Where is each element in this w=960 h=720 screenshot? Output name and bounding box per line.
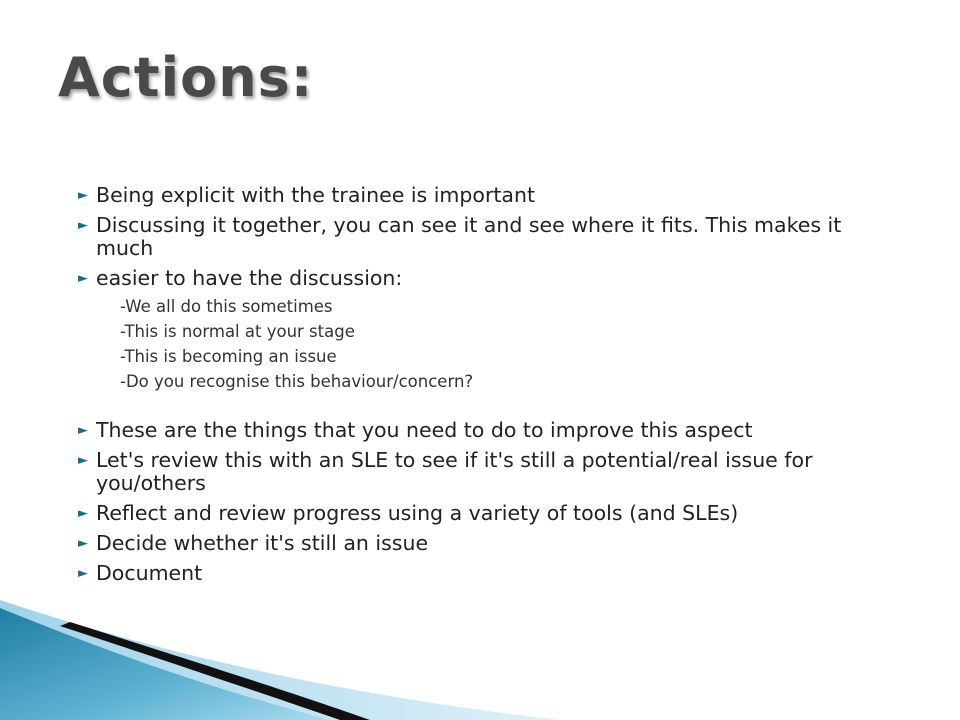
- bullet-item: [78, 214, 898, 260]
- arrow-bullet-icon: ►: [78, 506, 88, 521]
- bullet-item: [78, 267, 898, 290]
- bullet-text: Let's review this with an SLE to see if it's still a potential/real issue for you/others: [96, 448, 813, 495]
- bullet-list: [78, 184, 898, 592]
- bullet-item: [78, 562, 898, 585]
- arrow-bullet-icon: ►: [78, 566, 88, 581]
- spacer: [78, 397, 898, 419]
- arrow-bullet-icon: ►: [78, 218, 88, 233]
- arrow-bullet-icon: ►: [78, 188, 88, 203]
- bullet-text: These are the things that you need to do to improve this aspect: [96, 418, 753, 442]
- bullet-item: [78, 184, 898, 207]
- arrow-bullet-icon: ►: [78, 271, 88, 286]
- bullet-item: [78, 532, 898, 555]
- arrow-bullet-icon: ►: [78, 423, 88, 438]
- bullet-text: Document: [96, 561, 203, 585]
- bullet-text: Being explicit with the trainee is important: [96, 183, 535, 207]
- bullet-item: [78, 419, 898, 442]
- sub-item: -This is normal at your stage: [120, 322, 355, 341]
- bullet-text: Decide whether it's still an issue: [96, 531, 429, 555]
- bullet-text: Discussing it together, you can see it and see where it fits. This makes it much: [96, 213, 842, 260]
- arrow-bullet-icon: ►: [78, 453, 88, 468]
- bullet-item: [78, 449, 898, 495]
- arrow-bullet-icon: ►: [78, 536, 88, 551]
- bullet-text: easier to have the discussion:: [96, 266, 403, 290]
- bullet-text: Reflect and review progress using a variety of tools (and SLEs): [96, 501, 739, 525]
- sub-item: -Do you recognise this behaviour/concern?: [120, 372, 474, 391]
- bullet-item: [78, 502, 898, 525]
- sub-item: -This is becoming an issue: [120, 347, 337, 366]
- sub-item: -We all do this sometimes: [120, 297, 333, 316]
- wave-decoration: [0, 600, 560, 720]
- slide-title: Actions:: [58, 46, 314, 109]
